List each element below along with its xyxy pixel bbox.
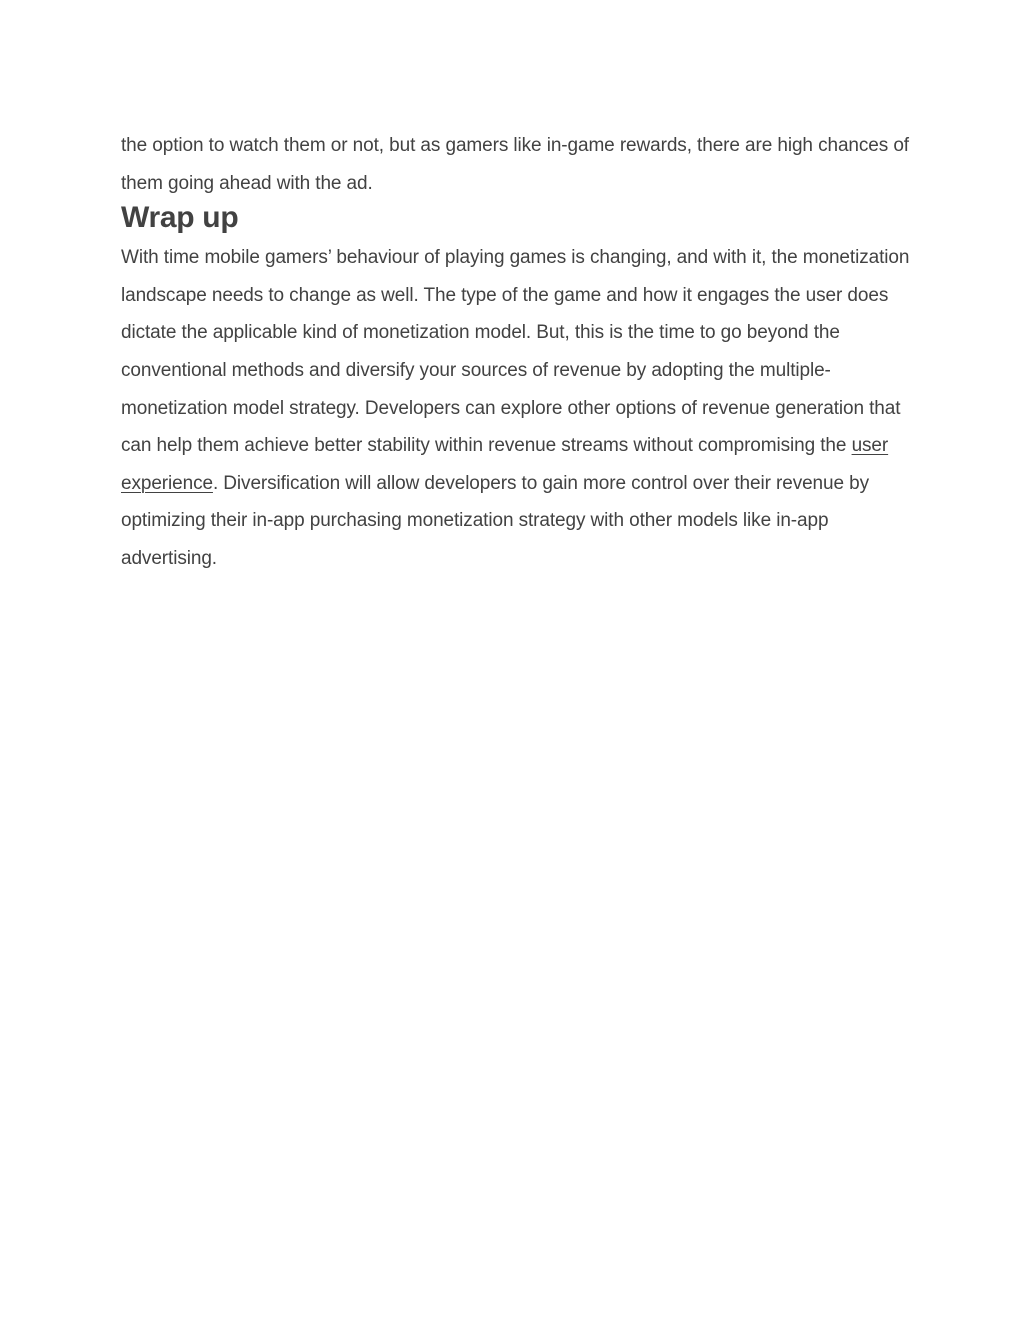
user-experience-link[interactable]: user experience: [121, 435, 889, 494]
wrap-up-text-after-link: . Diversification will allow developers to gain more control over their revenue by optimizing their in-app purchasing monetization strategy with other models like in-app advertising.: [121, 472, 870, 569]
intro-paragraph: the option to watch them or not, but as gamers like in-game rewards, there are high chances of them going ahead with the ad.: [121, 135, 909, 194]
section-heading-wrap-up: Wrap up: [121, 201, 239, 235]
document-page: [121, 127, 911, 578]
wrap-up-paragraph: [121, 239, 911, 577]
wrap-up-text-before-link: With time mobile gamers’ behaviour of playing games is changing, and with it, the monetization landscape needs to change as well. The type of the game and how it engages the user does dictate the applicable kind of monetization model. But, this is the time to go beyond the conventional methods and diversify your sources of revenue by adopting the multiple-monetization model strategy. Developers can explore other options of revenue generation that can help them achieve better stability within revenue streams without compromising the: [121, 247, 910, 457]
